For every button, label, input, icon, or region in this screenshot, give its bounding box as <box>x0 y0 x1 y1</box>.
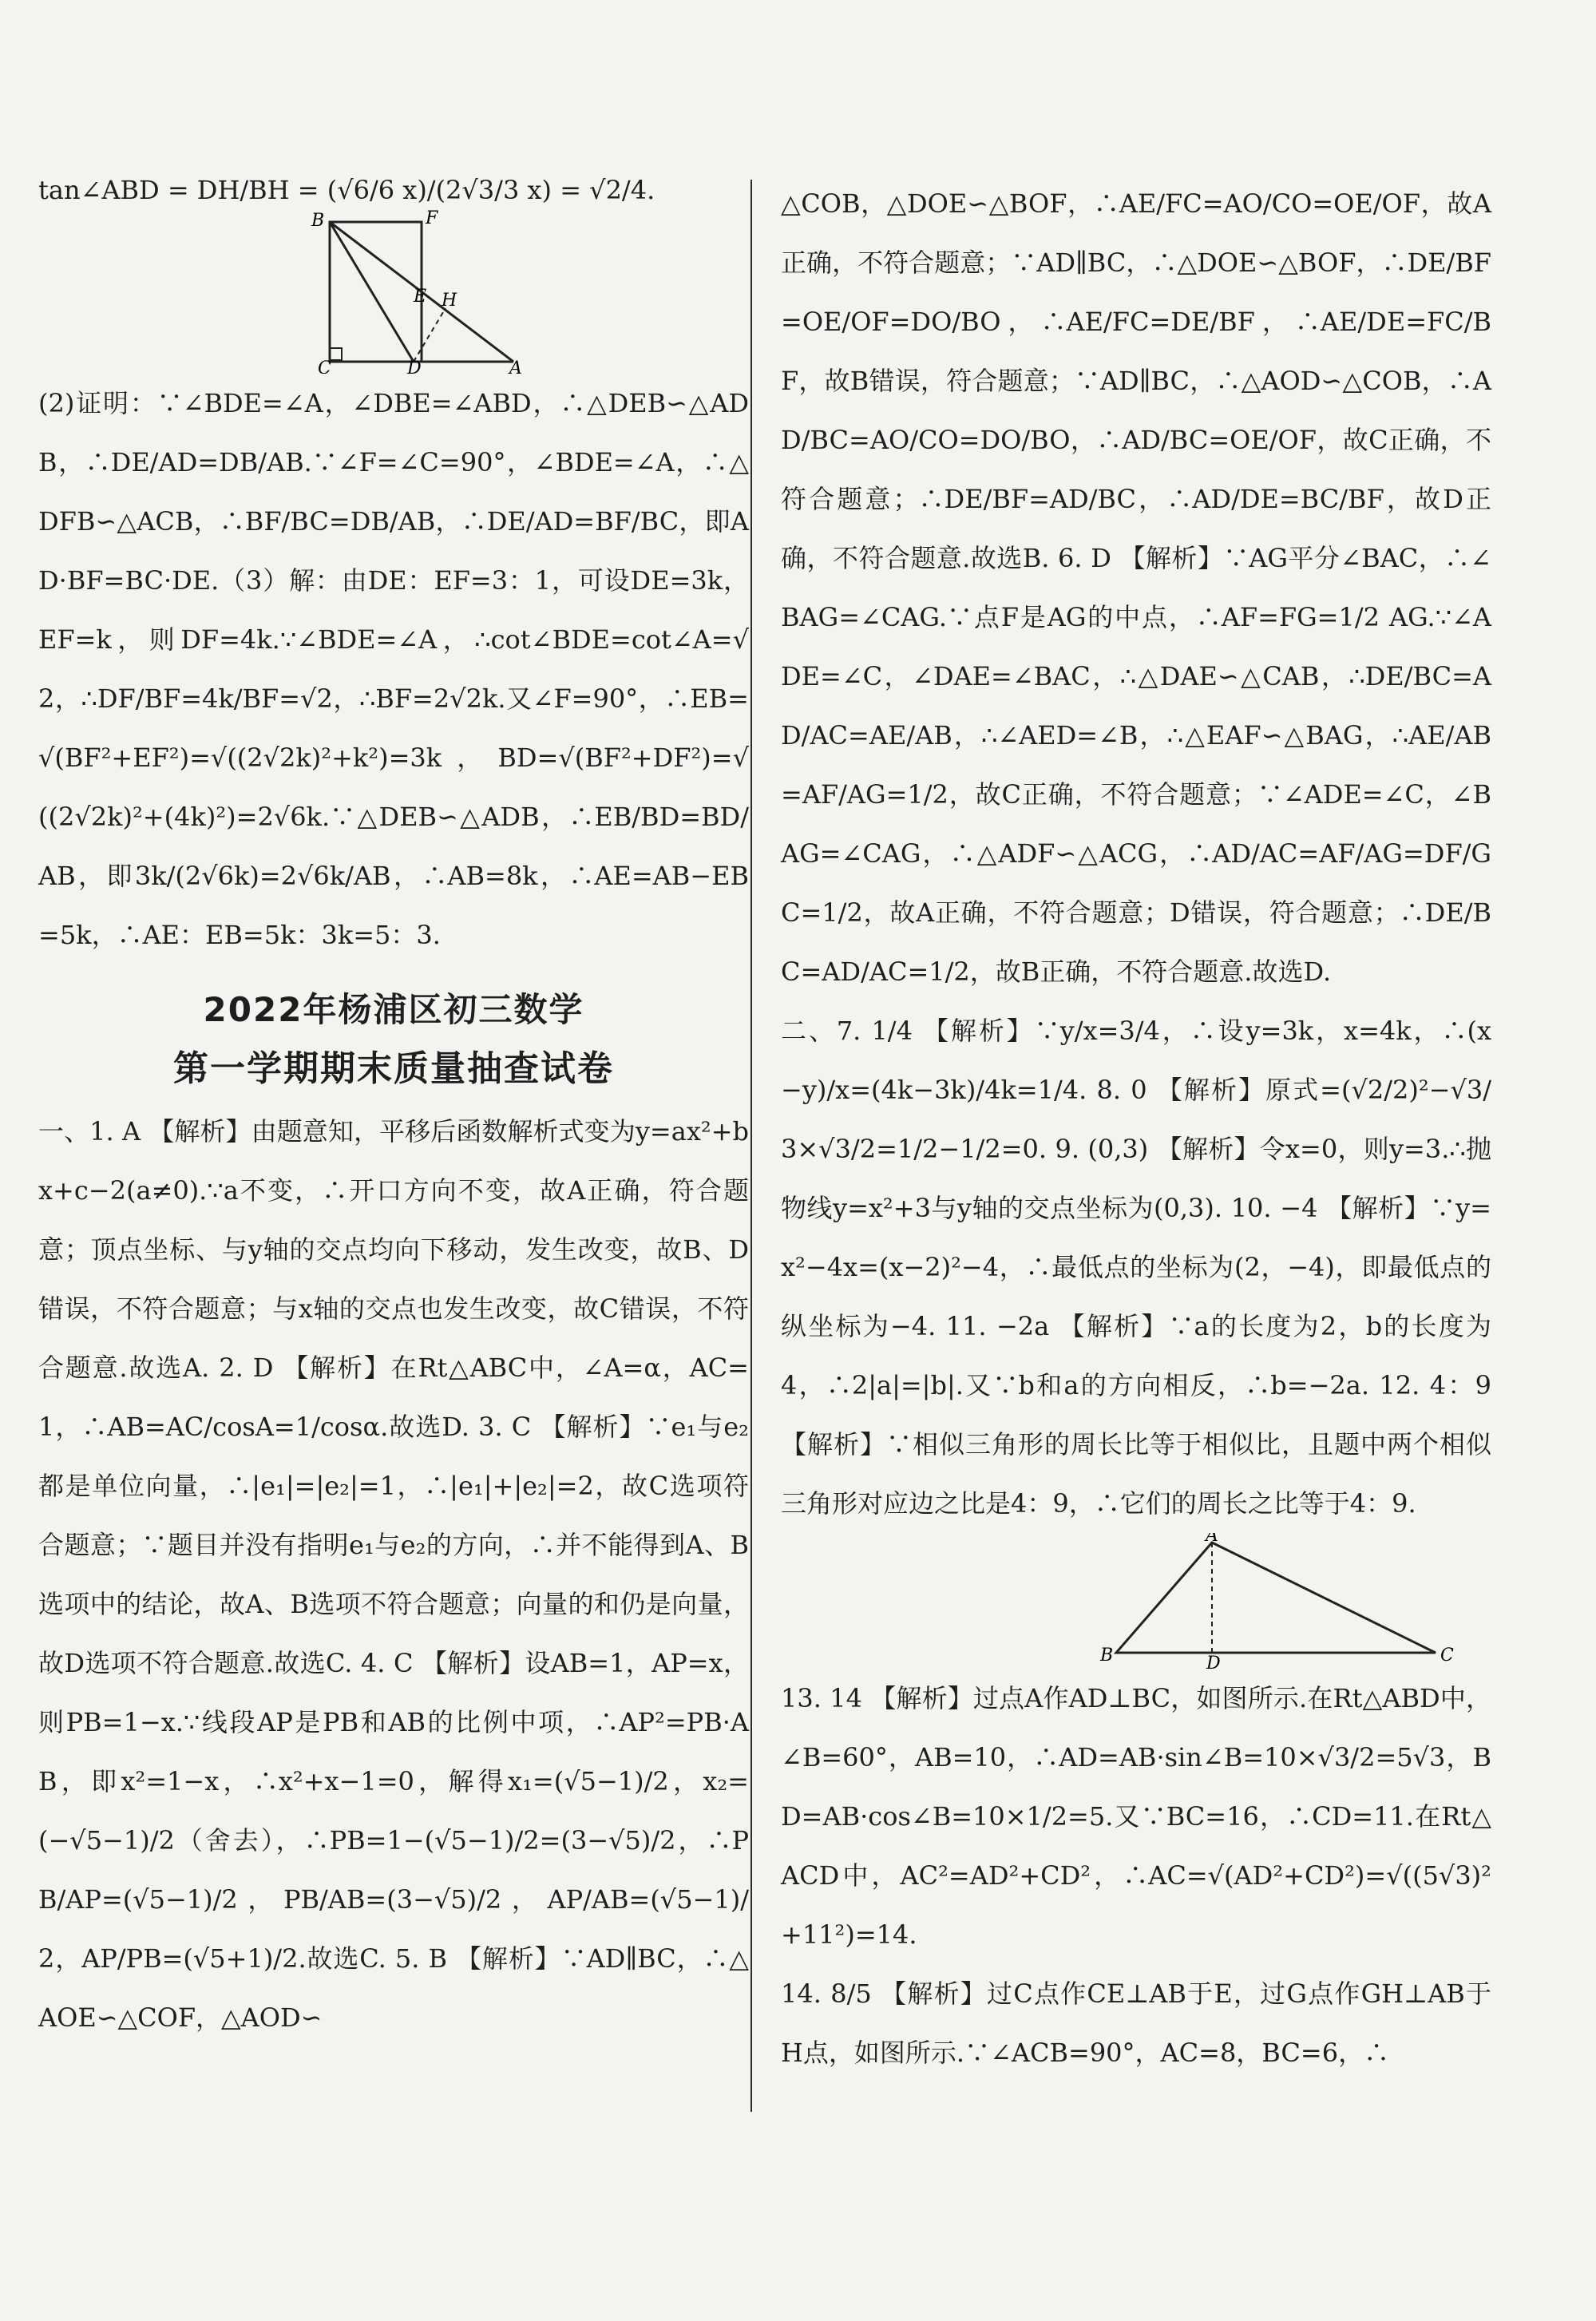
line-dh <box>414 308 446 362</box>
proof-text: (2)证明：∵∠BDE=∠A，∠DBE=∠ABD，∴△DEB∽△ADB，∴DE/AD=DB/AB.∵∠F=∠C=90°，∠BDE=∠A，∴△DFB∽△ACB，∴BF/BC=DB/AB，∴DE/AD=BF/BC，即AD·BF=BC·DE.（3）解：由DE：EF=3：1，可设DE=3k，EF=k，则DF=4k.∵∠BDE=∠A，∴cot∠BDE=cot∠A=√2，∴DF/BF=4k/BF=√2，∴BF=2√2k.又∠F=90°，∴EB=√(BF²+EF²)=√((2√2k)²+k²)=3k，BD=√(BF²+DF²)=√((2√2k)²+(4k)²)=2√6k.∵△DEB∽△ADB，∴EB/BD=BD/AB，即3k/(2√6k)=2√6k/AB，∴AB=8k，∴AE=AB−EB=5k，∴AE：EB=5k：3k=5：3. <box>38 388 749 950</box>
answers-section-2: △COB，△DOE∽△BOF，∴AE/FC=AO/CO=OE/OF，故A正确，不符合题意；∵AD∥BC，∴△DOE∽△BOF，∴DE/BF=OE/OF=DO/BO，∴AE/FC=DE/BF，∴AE/DE=FC/BF，故B错误，符合题意；∵AD∥BC，∴△AOD∽△COB，∴AD/BC=AO/CO=DO/BO，∴AD/BC=OE/OF，故C正确，不符合题意；∴DE/BF=AD/BC，∴AD/DE=BC/BF，故D正确，不符合题意.故选B. 6. D 【解析】∵AG平分∠BAC，∴∠BAG=∠CAG.∵点F是AG的中点，∴AF=FG=1/2 AG.∵∠ADE=∠C，∠DAE=∠BAC，∴△DAE∽△CAB，∴DE/BC=AD/AC=AE/AB，∴∠AED=∠B，∴△EAF∽△BAG，∴AE/AB=AF/AG=1/2，故C正确，不符合题意；∵∠ADE=∠C，∠BAG=∠CAG，∴△ADF∽△ACG，∴AD/AC=AF/AG=DF/GC=1/2，故A正确，不符合题意；D错误，符合题意；∴DE/BC=AD/AC=1/2，故B正确，不符合题意.故选D. <box>781 188 1491 987</box>
right-column <box>781 174 1491 2082</box>
triangle-abc <box>1116 1543 1436 1653</box>
answers-section-4: 13. 14 【解析】过点A作AD⊥BC，如图所示.在Rt△ABD中，∠B=60°，AB=10，∴AD=AB·sin∠B=10×√3/2=5√3，BD=AB·cos∠B=10×1/2=5.又∵BC=16，∴CD=11.在Rt△ACD中，AC²=AD²+CD²，∴AC=√(AD²+CD²)=√((5√3)²+11²)=14. <box>781 1683 1491 1950</box>
figure-triangle-abc <box>781 1533 1491 1669</box>
label-a: A <box>509 358 522 374</box>
exam-title-line1: 2022年杨浦区初三数学 <box>203 990 584 1029</box>
column-divider <box>750 180 752 2112</box>
label-c2: C <box>1440 1646 1454 1665</box>
label-f: F <box>426 208 438 228</box>
figure-1 <box>38 206 749 374</box>
exam-title-line2: 第一学期期末质量抽查试卷 <box>173 1048 614 1089</box>
label-b2: B <box>1100 1646 1114 1665</box>
label-a2: A <box>1206 1533 1218 1546</box>
answers-section-3: 二、7. 1/4 【解析】∵y/x=3/4，∴设y=3k，x=4k，∴(x−y)/x=(4k−3k)/4k=1/4. 8. 0 【解析】原式=(√2/2)²−√3/3×√3/2=1/2−1/2=0. 9. (0,3) 【解析】令x=0，则y=3.∴抛物线y=x²+3与y轴的交点坐标为(0,3). 10. −4 【解析】∵y=x²−4x=(x−2)²−4，∴最低点的坐标为(2，−4)，即最低点的纵坐标为−4. 11. −2a 【解析】∵a的长度为2，b的长度为4，∴2|a|=|b|.又∵b和a的方向相反，∴b=−2a. 12. 4：9 【解析】∵相似三角形的周长比等于相似比，且题中两个相似三角形对应边之比是4：9，∴它们的周长之比等于4：9. <box>781 1016 1491 1519</box>
figure-rectangle-triangle <box>38 206 749 374</box>
label-b: B <box>311 211 325 231</box>
label-h: H <box>442 291 457 311</box>
left-column <box>38 174 749 2047</box>
answers-section-1: 一、1. A 【解析】由题意知，平移后函数解析式变为y=ax²+bx+c−2(a≠0).∵a不变，∴开口方向不变，故A正确，符合题意；顶点坐标、与y轴的交点均向下移动，发生改变，故B、D错误，不符合题意；与x轴的交点也发生改变，故C错误，不符合题意.故选A. 2. D 【解析】在Rt△ABC中，∠A=α，AC=1，∴AB=AC/cosA=1/cosα.故选D. 3. C 【解析】∵e₁与e₂都是单位向量，∴|e₁|=|e₂|=1，∴|e₁|+|e₂|=2，故C选项符合题意；∵题目并没有指明e₁与e₂的方向，∴并不能得到A、B选项中的结论，故A、B选项不符合题意；向量的和仍是向量，故D选项不符合题意.故选C. 4. C 【解析】设AB=1，AP=x，则PB=1−x.∵线段AP是PB和AB的比例中项，∴AP²=PB·AB，即x²=1−x，∴x²+x−1=0，解得x₁=(√5−1)/2，x₂=(−√5−1)/2（舍去），∴PB=1−(√5−1)/2=(3−√5)/2，∴PB/AP=(√5−1)/2，PB/AB=(3−√5)/2，AP/AB=(√5−1)/2，AP/PB=(√5+1)/2.故选C. 5. B 【解析】∵AD∥BC，∴△AOE∽△COF，△AOD∽ <box>38 1116 749 2033</box>
answers-section-5: 14. 8/5 【解析】过C点作CE⊥AB于E，过G点作GH⊥AB于H点，如图所示.∵∠ACB=90°，AC=8，BC=6，∴ <box>781 1978 1491 2068</box>
line-bd <box>330 222 414 362</box>
figure-2 <box>781 1533 1491 1669</box>
label-c: C <box>318 358 331 374</box>
tan-formula: tan∠ABD = DH/BH = (√6/6 x)/(2√3/3 x) = √2/4. <box>38 175 655 205</box>
label-d2: D <box>1206 1654 1221 1669</box>
label-d: D <box>407 358 422 374</box>
label-e: E <box>414 287 427 307</box>
right-angle-c <box>330 348 342 360</box>
